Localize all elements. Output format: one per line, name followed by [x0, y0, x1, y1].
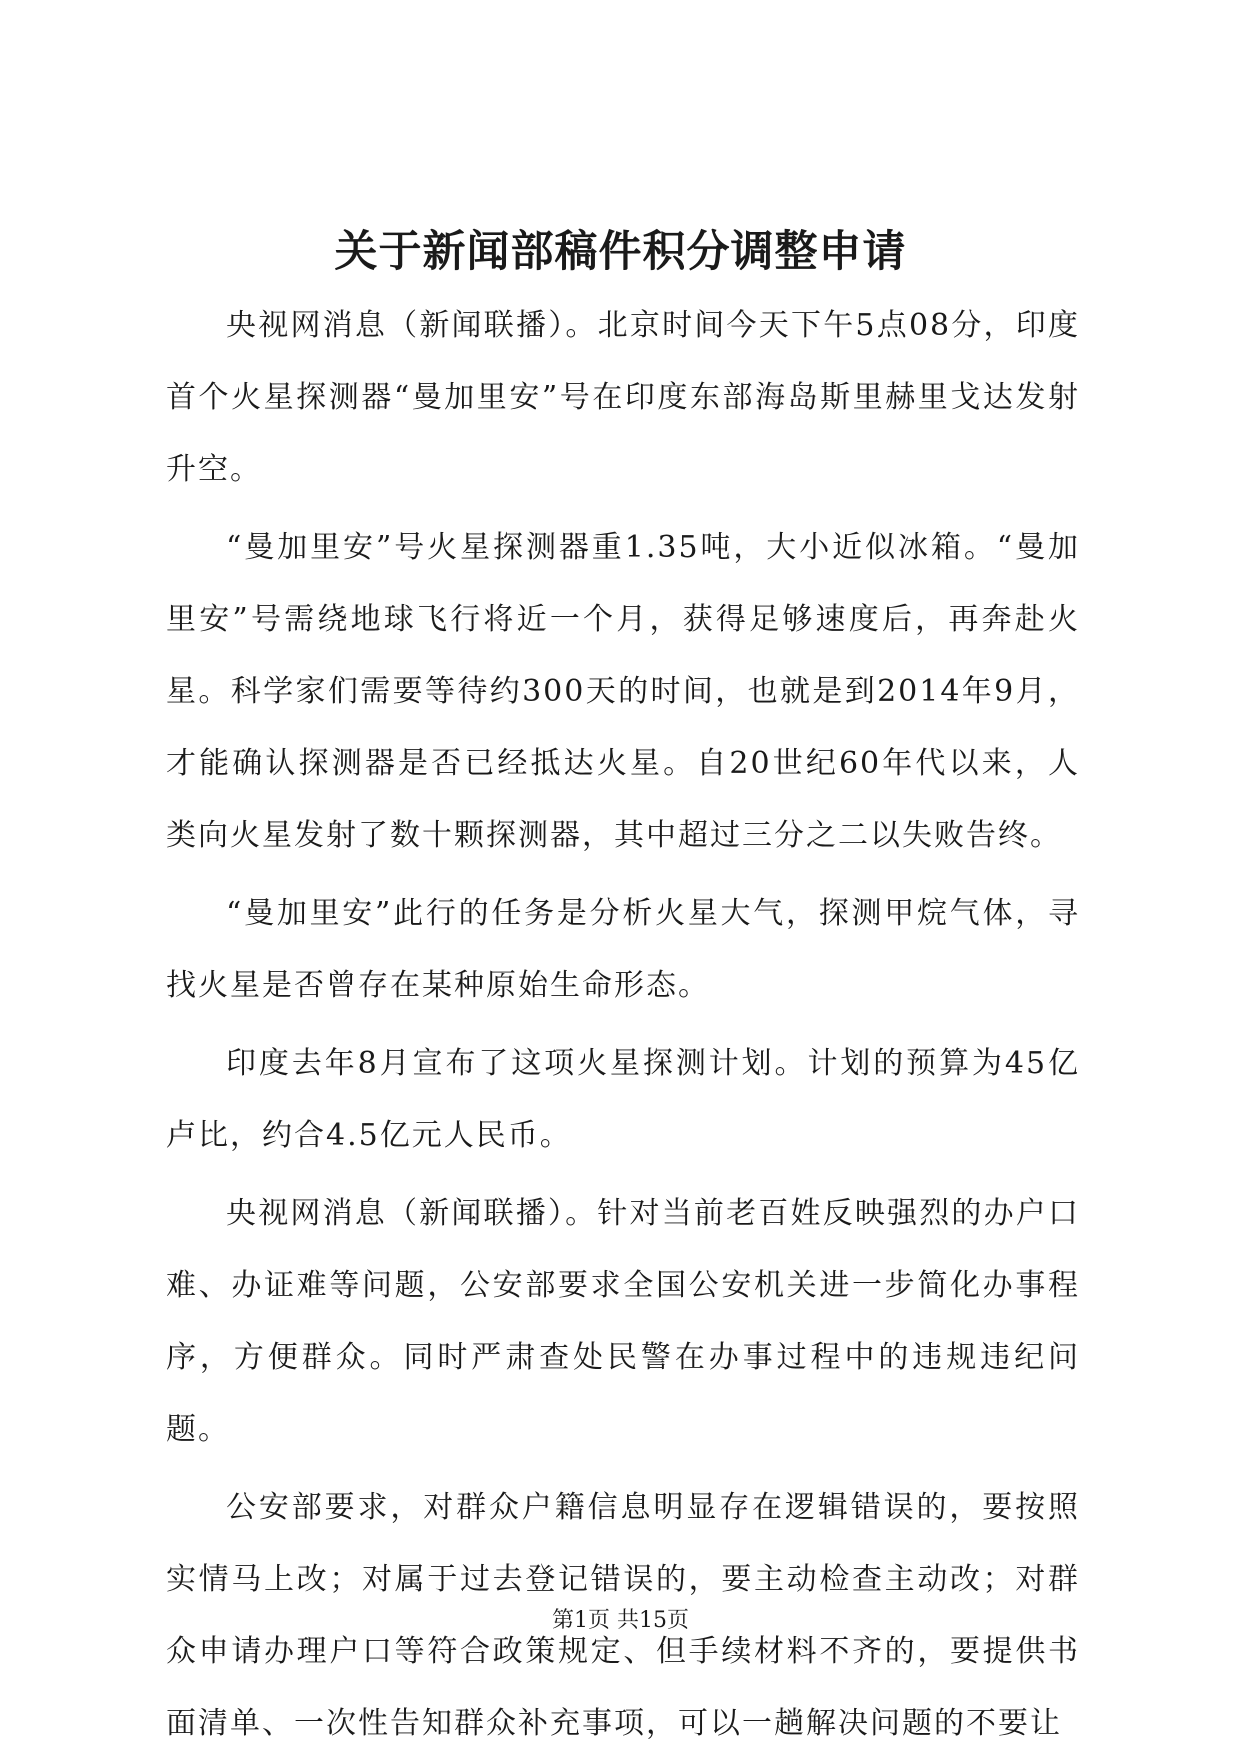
paragraph: “曼加里安”此行的任务是分析火星大气，探测甲烷气体，寻找火星是否曾存在某种原始生命形态。 [166, 896, 1080, 1003]
page-number-footer: 第1页 共15页 [552, 1608, 689, 1633]
document-title: 关于新闻部稿件积分调整申请 [334, 227, 907, 277]
paragraph: 印度去年8月宣布了这项火星探测计划。计划的预算为45亿卢比，约合4.5亿元人民币。 [166, 1046, 1080, 1153]
paragraph: 公安部要求，对群众户籍信息明显存在逻辑错误的，要按照实情马上改；对属于过去登记错误的，要主动检查主动改；对群众申请办理户口等符合政策规定、但手续材料不齐的，要提供书面清单、一次性告知群众补充事项，可以一趟解决问题的不要让 [166, 1490, 1080, 1741]
paragraph: “曼加里安”号火星探测器重1.35吨，大小近似冰箱。“曼加里安”号需绕地球飞行将近一个月，获得足够速度后，再奔赴火星。科学家们需要等待约300天的时间，也就是到2014年9月，才能确认探测器是否已经抵达火星。自20世纪60年代以来，人类向火星发射了数十颗探测器，其中超过三分之二以失败告终。 [166, 530, 1080, 853]
paragraph: 央视网消息（新闻联播）。北京时间今天下午5点08分，印度首个火星探测器“曼加里安”号在印度东部海岛斯里赫里戈达发射升空。 [166, 308, 1080, 487]
paragraph: 央视网消息（新闻联播）。针对当前老百姓反映强烈的办户口难、办证难等问题，公安部要求全国公安机关进一步简化办事程序，方便群众。同时严肃查处民警在办事过程中的违规违纪问题。 [166, 1196, 1080, 1447]
document-body [166, 290, 1080, 1760]
